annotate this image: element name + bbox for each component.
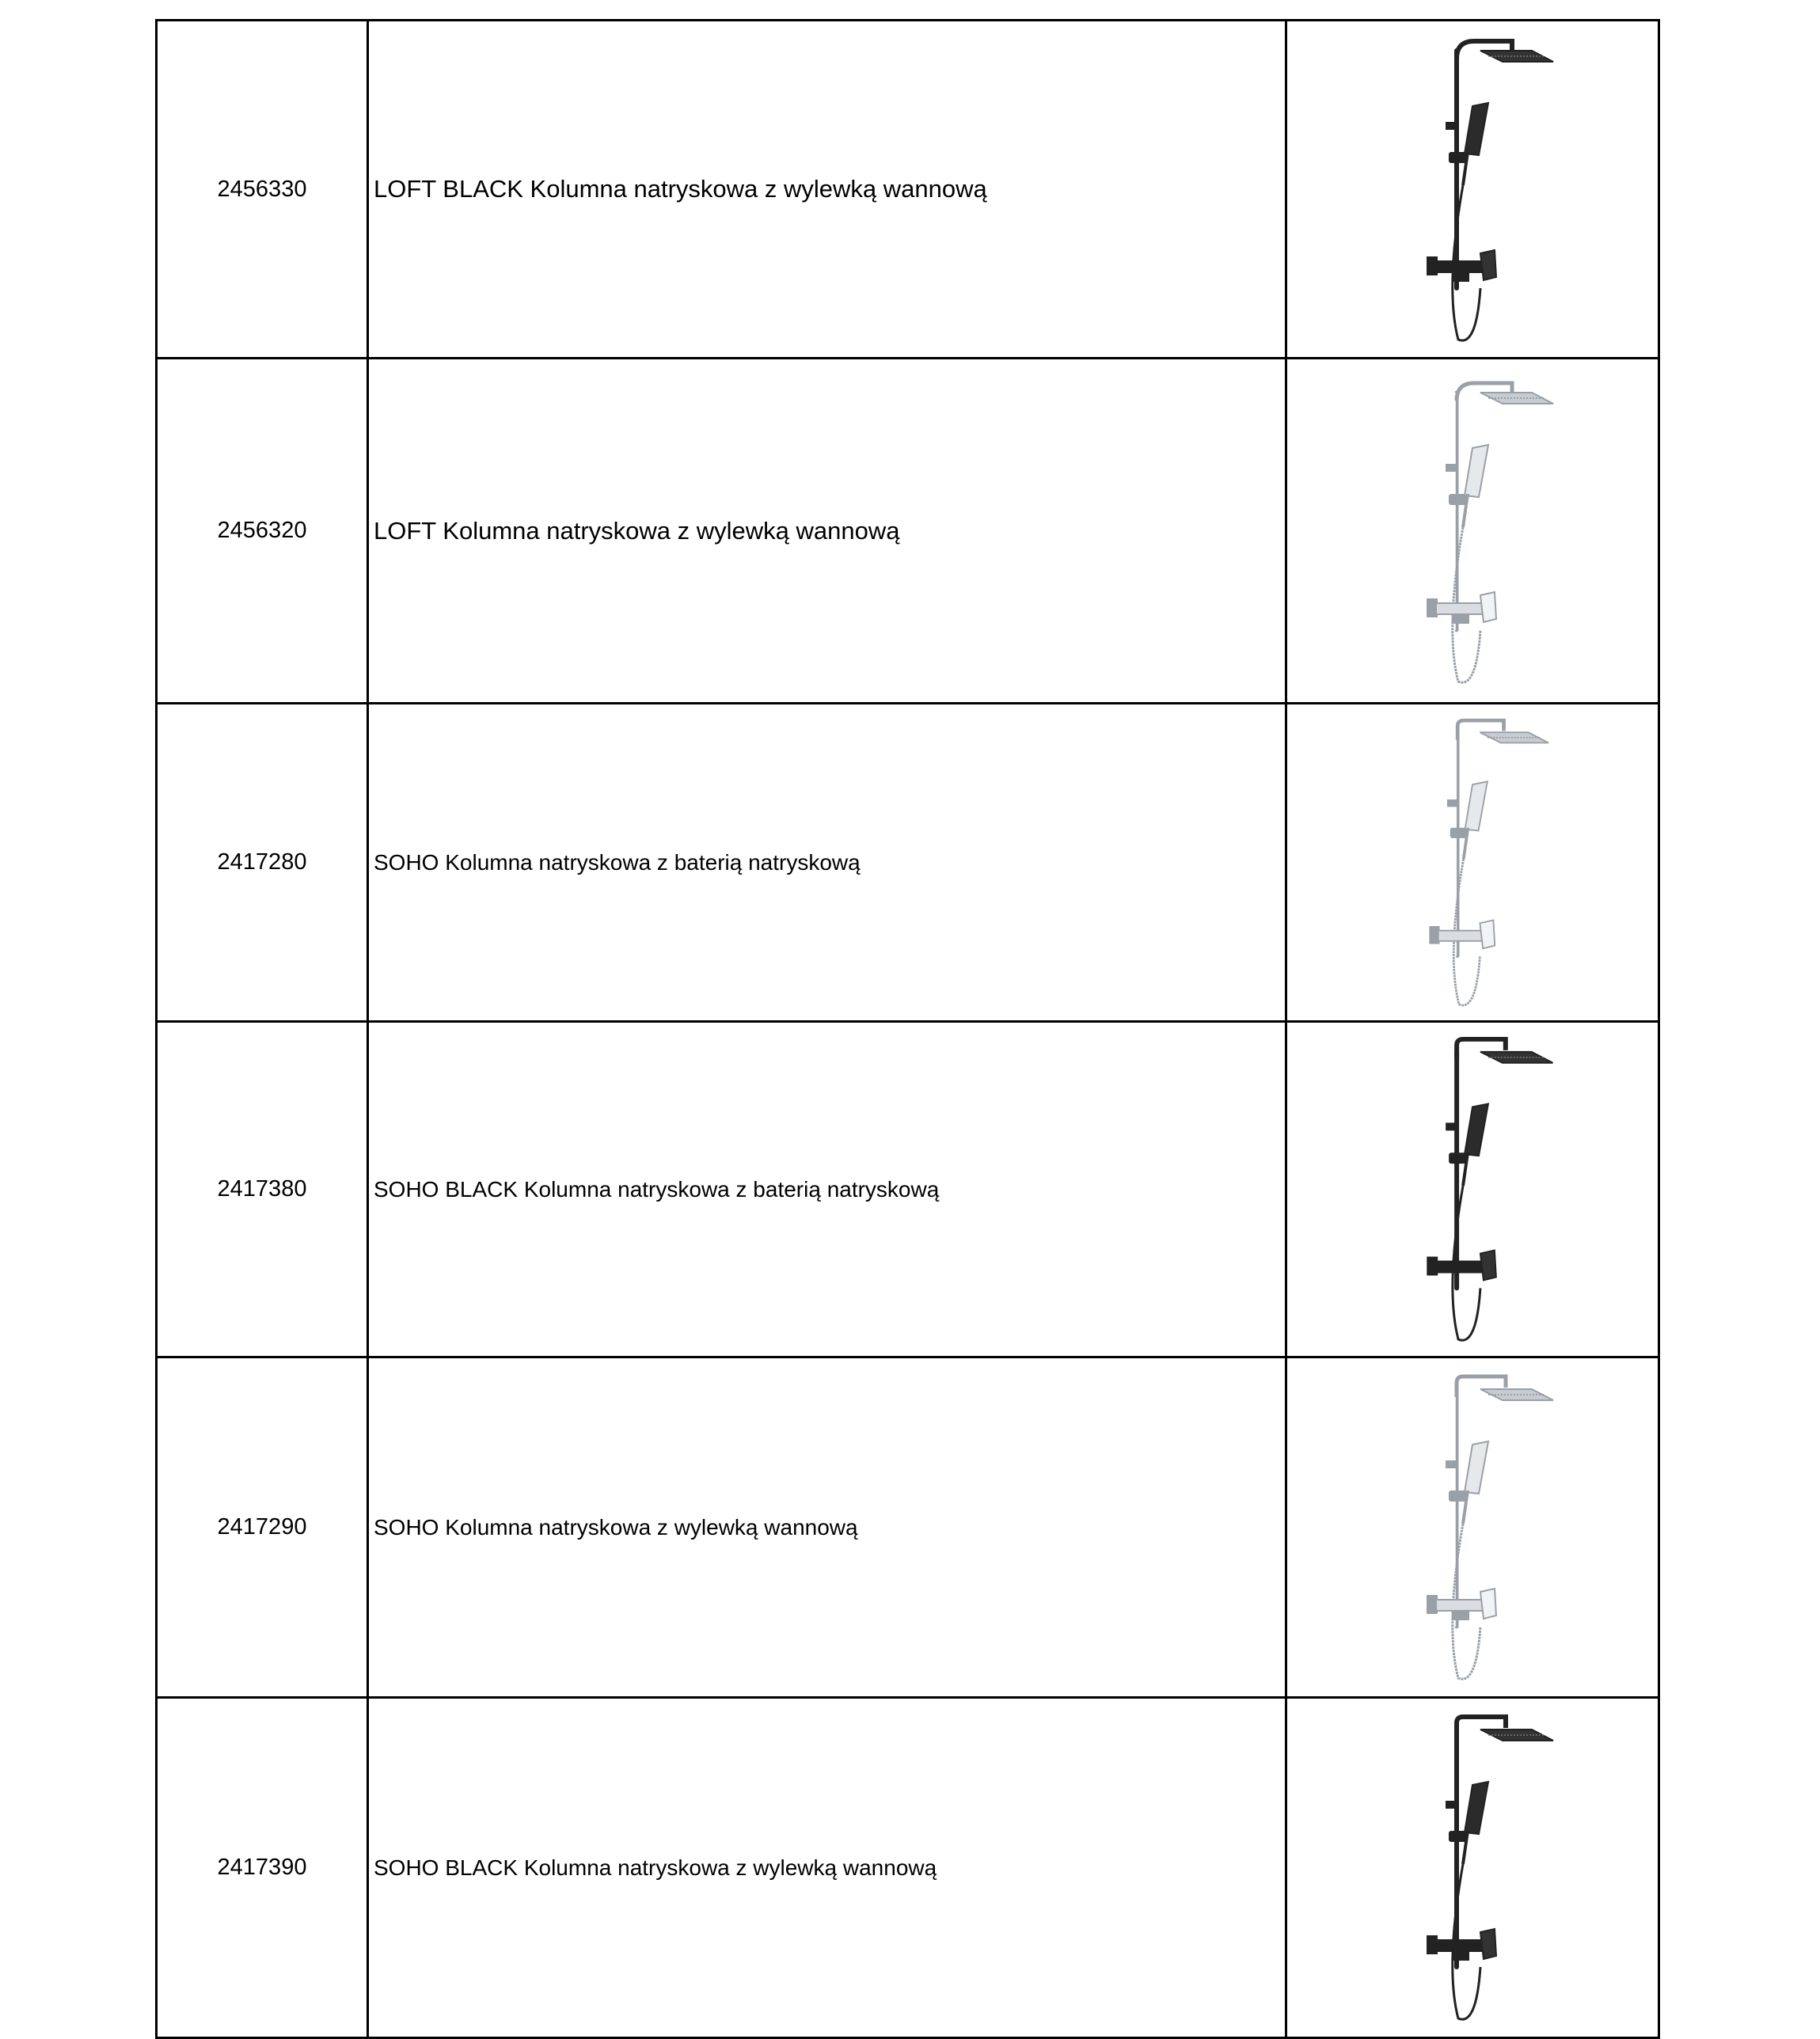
bath-spout — [1452, 1951, 1469, 1961]
product-code: 2417380 — [157, 1022, 368, 1357]
table-row — [157, 21, 1659, 359]
product-image-cell — [1286, 704, 1659, 1022]
wall-bracket — [1446, 1460, 1457, 1468]
product-code: 2417290 — [157, 1357, 368, 1698]
product-description: LOFT Kolumna natryskowa z wylewką wannową — [368, 359, 1286, 704]
wall-bracket — [1447, 799, 1457, 806]
mixer-lever — [1480, 250, 1496, 280]
table-row — [157, 1357, 1659, 1698]
product-image-cell — [1286, 1698, 1659, 2038]
table-row — [157, 359, 1659, 704]
bath-spout — [1452, 1611, 1469, 1620]
hand-shower — [1465, 1782, 1488, 1834]
product-image-cell — [1286, 359, 1659, 704]
mixer-lever — [1480, 592, 1496, 622]
shower-column-image — [1370, 1706, 1575, 2030]
shower-column-image — [1370, 710, 1575, 1016]
product-code: 2417390 — [157, 1698, 368, 2038]
bath-spout — [1452, 272, 1469, 282]
product-table — [155, 19, 1660, 2039]
table-row — [157, 1022, 1659, 1357]
shower-column-image — [1370, 1365, 1575, 1690]
table-row — [157, 1698, 1659, 2038]
wall-bracket — [1446, 122, 1457, 130]
hand-shower — [1465, 103, 1488, 155]
product-code: 2456320 — [157, 359, 368, 704]
product-description: SOHO Kolumna natryskowa z wylewką wannową — [368, 1357, 1286, 1698]
product-image-cell — [1286, 21, 1659, 359]
product-description: SOHO BLACK Kolumna natryskowa z baterią natryskową — [368, 1022, 1286, 1357]
product-description: SOHO Kolumna natryskowa z baterią natryskową — [368, 704, 1286, 1022]
wall-bracket — [1446, 1122, 1457, 1130]
shower-column-image — [1370, 27, 1575, 351]
mixer-lever — [1480, 920, 1495, 948]
product-code: 2456330 — [157, 21, 368, 359]
product-image-cell — [1286, 1022, 1659, 1357]
bath-spout — [1452, 614, 1469, 624]
mixer-lever — [1480, 1250, 1496, 1280]
product-code: 2417280 — [157, 704, 368, 1022]
product-image-cell — [1286, 1357, 1659, 1698]
mixer-lever — [1480, 1589, 1496, 1619]
product-description: SOHO BLACK Kolumna natryskowa z wylewką wannową — [368, 1698, 1286, 2038]
hand-shower — [1465, 781, 1488, 830]
wall-bracket — [1446, 464, 1457, 472]
hand-shower — [1465, 1103, 1488, 1156]
table-row — [157, 704, 1659, 1022]
wall-bracket — [1446, 1801, 1457, 1809]
product-description: LOFT BLACK Kolumna natryskowa z wylewką wannową — [368, 21, 1286, 359]
shower-column-image — [1370, 369, 1575, 693]
shower-column-image — [1370, 1028, 1575, 1351]
mixer-lever — [1480, 1929, 1496, 1959]
hand-shower — [1465, 1441, 1488, 1494]
hand-shower — [1465, 445, 1488, 497]
